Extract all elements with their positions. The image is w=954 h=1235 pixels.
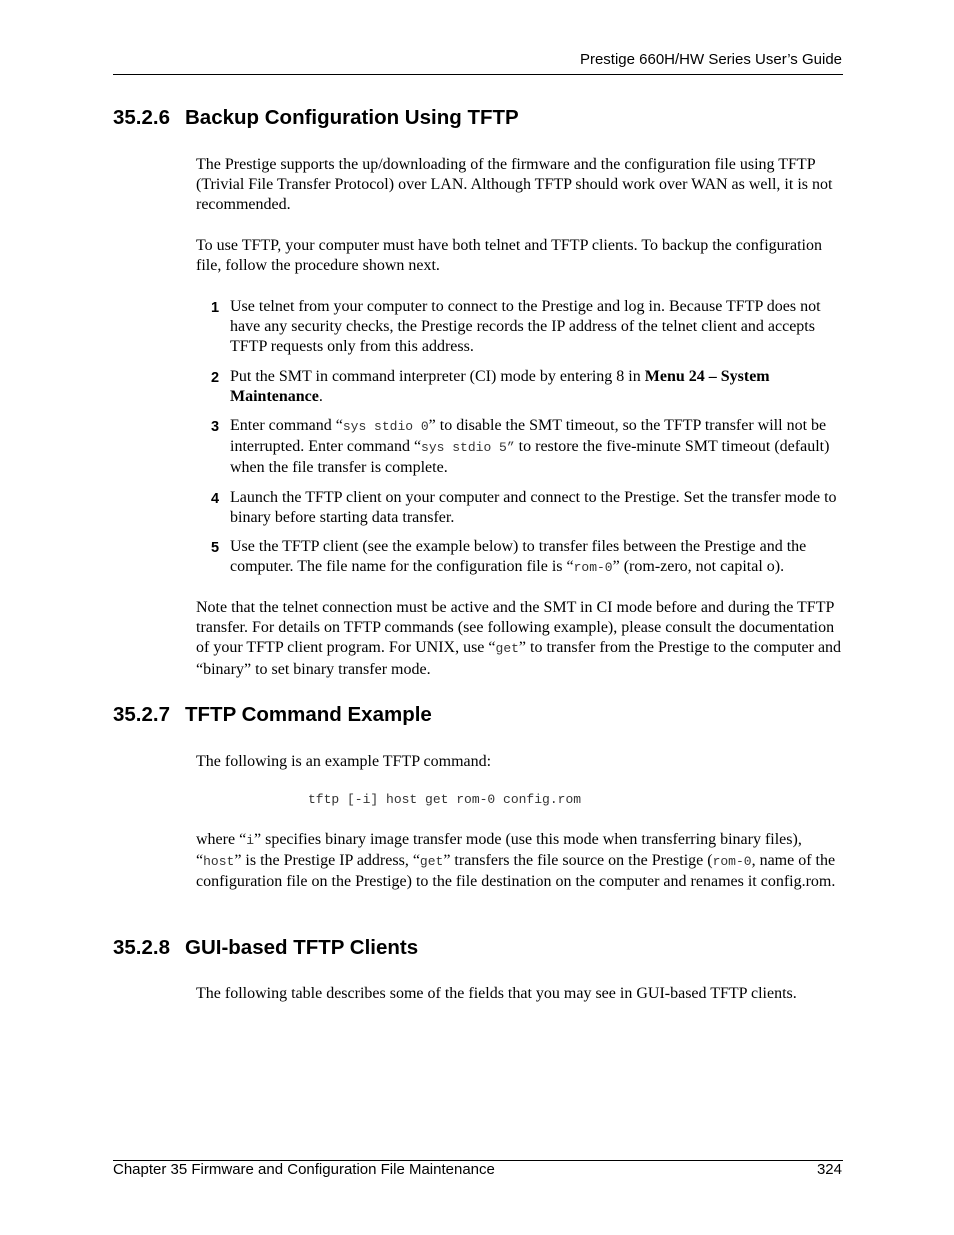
explanation-text: ” transfers the file source on the Prestige ( <box>443 852 713 870</box>
step-item <box>196 488 846 528</box>
step-item <box>196 367 846 407</box>
procedure-steps <box>196 297 846 588</box>
step-text: ” to disable the SMT timeout, so the TFTP transfer will not be interrupted. Enter command “ <box>230 417 827 455</box>
step-item <box>196 537 846 578</box>
gui-clients-paragraph: The following table describes some of the fields that you may see in GUI-based TFTP clients. <box>196 985 797 1002</box>
inline-command: i <box>246 833 254 848</box>
step-number: 2 <box>211 369 220 386</box>
inline-command: sys stdio 0 <box>342 419 429 434</box>
step-text: Put the SMT in command interpreter (CI) mode by entering 8 in <box>230 367 645 385</box>
step-number: 3 <box>211 419 220 435</box>
section-number: 35.2.6 <box>113 106 170 129</box>
footer-page-number: 324 <box>816 1161 842 1178</box>
step-text: Use telnet from your computer to connect to the Prestige and log in. Because TFTP does not have any security checks, the Prestige records the IP address of the telnet client and accepts TFTP requests only from this address. <box>230 298 821 355</box>
section-heading-backup-configuration <box>113 106 519 130</box>
step-text: . <box>318 387 323 405</box>
step-text: Launch the TFTP client on your computer and connect to the Prestige. Set the transfer mode to binary before starting data transfer. <box>230 488 837 526</box>
inline-command: rom-0 <box>712 854 752 870</box>
section-number: 35.2.8 <box>113 936 170 959</box>
inline-command: get <box>419 854 444 870</box>
example-command-code: tftp [-i] host get rom-0 config.rom <box>308 792 582 807</box>
explanation-text: ” is the Prestige IP address, “ <box>234 852 420 870</box>
step-text: ” (rom-zero, not capital o). <box>612 558 785 575</box>
explanation-text: ” specifies binary image transfer mode (use this mode when transferring binary files), “ <box>196 831 802 870</box>
explanation-text: where “ <box>196 831 247 848</box>
section-number: 35.2.7 <box>113 703 170 726</box>
section-title: GUI-based TFTP Clients <box>185 936 419 959</box>
header-rule <box>113 74 843 75</box>
inline-command: sys stdio 5” <box>421 440 515 455</box>
step-number: 4 <box>211 490 220 507</box>
inline-command: get <box>495 641 519 657</box>
step-number: 5 <box>211 540 220 556</box>
footer-chapter-title: Chapter 35 Firmware and Configuration File Maintenance <box>113 1161 495 1178</box>
step-number: 1 <box>211 300 220 316</box>
explanation-text: , name of the configuration file on the Prestige) to the file destination on the computer and renames it config.rom. <box>196 852 836 891</box>
step-item <box>196 297 846 357</box>
section-title: Backup Configuration Using TFTP <box>185 106 519 129</box>
step-text: Enter command “ <box>230 417 343 434</box>
note-text: Note that the telnet connection must be active and the SMT in CI mode before and during the TFTP transfer. For details on TFTP commands (see following example), please consult the documentation of your TFTP client program. For UNIX, use “ <box>196 599 835 657</box>
note-paragraph <box>196 598 846 680</box>
inline-command: host <box>203 854 235 870</box>
note-text: ” to transfer from the Prestige to the computer and “binary” to set binary transfer mode. <box>196 639 842 678</box>
section-heading-gui-based-tftp-clients <box>113 936 418 960</box>
example-intro-paragraph: The following is an example TFTP command: <box>196 753 492 770</box>
intro-paragraph: The Prestige supports the up/downloading of the firmware and the configuration file using TFTP (Trivial File Transfer Protocol) over LAN. Although TFTP should work over WAN as well, it is not recommended. <box>196 156 833 214</box>
menu-reference: Menu 24 – System Maintenance <box>230 367 770 405</box>
requirements-paragraph: To use TFTP, your computer must have both telnet and TFTP clients. To backup the configuration file, follow the procedure shown next. <box>196 237 822 275</box>
command-explanation-paragraph <box>196 830 846 893</box>
step-text: to restore the five-minute SMT timeout (default) when the file transfer is complete. <box>230 438 830 476</box>
step-text: Use the TFTP client (see the example below) to transfer files between the Prestige and the computer. The file name for the configuration file is “ <box>230 538 807 575</box>
step-item <box>196 416 846 478</box>
inline-command: rom-0 <box>573 560 613 575</box>
section-title: TFTP Command Example <box>185 703 432 726</box>
section-heading-tftp-command-example <box>113 703 432 727</box>
header-guide-title: Prestige 660H/HW Series User’s Guide <box>579 51 842 68</box>
